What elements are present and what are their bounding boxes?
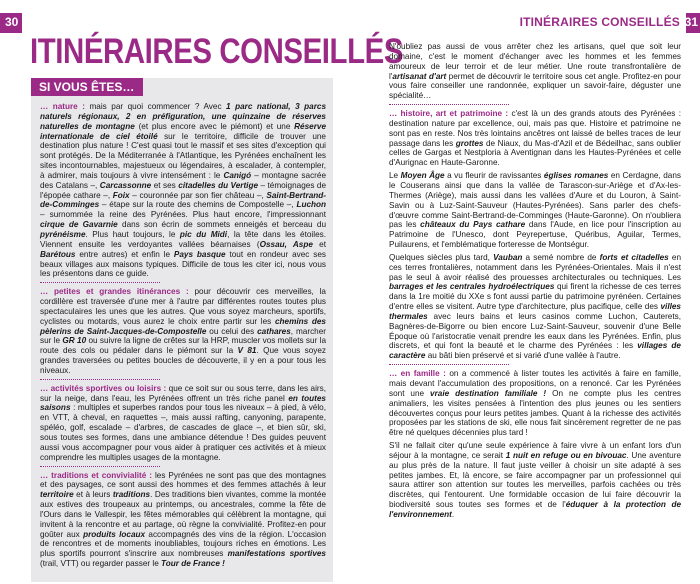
paragraph	[40, 287, 326, 376]
text-run: Tour de France !	[161, 559, 225, 569]
section-divider	[389, 104, 509, 107]
text-run: dans l'Aude, en lice pour l'inscription au Patrimoine de l'Unesco, dont Peyrepertuse, Quéribus, Aguilar, Termes, Puilaurens, et l'emblématique forteresse de Montségur.	[389, 220, 681, 250]
body-text	[389, 42, 681, 523]
text-run: . Que vous soyez grandes traversées ou petites boucles de découverte, il y en a pour tous les niveaux.	[40, 346, 327, 375]
text-run: Foix	[112, 190, 130, 200]
text-run: forts et citadelles	[599, 252, 669, 262]
text-run: et à leurs	[73, 490, 113, 500]
text-run: .	[451, 509, 455, 519]
paragraph	[389, 369, 681, 438]
paragraph	[40, 471, 326, 569]
text-run: qui firent la richesse de ces terres dans la 1re moitié du XXe s font aussi partie du patrimoine pyrénéen. Certaines d'entre elles se visitent. Autre type d'architecture, plus pacifique, celle des	[389, 282, 681, 312]
paragraph	[389, 441, 681, 520]
text-run: artisanat d'art	[392, 71, 447, 81]
text-run: et ses	[151, 180, 179, 190]
box-label: SI VOUS ÊTES…	[31, 78, 143, 96]
text-run: Vauban	[493, 252, 523, 262]
section-divider	[40, 466, 160, 469]
text-run: chemins des pèlerins de Saint-Jacques-de-Compostelle	[40, 316, 326, 336]
page-number: 31	[684, 15, 698, 29]
text-run: Carcassonne	[99, 180, 152, 190]
text-run: – couronnée par son fier château –,	[129, 190, 267, 200]
paragraph	[40, 384, 326, 463]
text-run: (et plus encore avec le piémont) et une	[134, 121, 295, 131]
text-run: pic du Midi	[179, 229, 228, 239]
section-divider	[40, 379, 160, 382]
text-run: cathares	[257, 326, 291, 336]
text-run: territoire	[40, 490, 74, 500]
text-run: Saint-Bertrand-de-Comminges	[40, 190, 326, 210]
section-lead: … petites et grandes itinérances :	[40, 287, 195, 297]
text-run: – étape sur la route des chemins de Compostelle –,	[99, 200, 297, 210]
paragraph	[389, 171, 681, 250]
paragraph	[40, 102, 326, 279]
text-run: on a commencé à lister toutes les activités à faire en famille, mais devant l'accumulation des propositions, on a renoncé. Car les Pyrénées sont une	[389, 369, 681, 398]
text-run: Réserve internationale de ciel étoilé	[40, 121, 327, 141]
text-run: grottes	[455, 138, 484, 148]
text-run: églises romanes	[543, 171, 609, 181]
text-run: dans son écrin de sommets enneigés et berceau du	[117, 220, 326, 230]
text-run: Le	[389, 171, 401, 181]
text-run: villes thermales	[389, 302, 681, 321]
text-run: 1 nuit en refuge ou en bivouac	[505, 450, 627, 460]
text-run: traditions	[112, 490, 151, 500]
sidebar-box	[31, 78, 333, 582]
text-run: GR 10	[62, 336, 87, 346]
text-run: N'oubliez pas aussi de vous arrêter chez les artisans, quel que soit leur domaine, c'est le moment d'échanger avec les hommes et les femmes amoureux de leur terroir et de leur métier. Une route transfrontalière de l'	[389, 42, 681, 81]
text-run: (trail, VTT) ou regarder passer le	[40, 559, 162, 569]
text-run: . Plus haut toujours, le	[85, 229, 180, 239]
section-lead: … histoire, art et patrimoine :	[389, 109, 512, 119]
text-run: V 81	[237, 346, 257, 356]
text-run: . Des traditions bien vivantes, comme la montée aux estives des troupeaux au printemps, ou ancestrales, comme la fête de l'Ours dans le Vallespir, les fêtes mémorables qui célèbrent la montagne, qui invitent à la rencontre et au partage, où règne la convivialité. Profitez-en pour goûter aux	[40, 490, 326, 539]
text-run: On ne compte plus les centres animaliers, les visites pensées à l'intention des plus jeunes ou les sentiers découvertes conçus pour leurs petites jambes. Quant à la richesse des activités proposées par les stations de ski, elle nous fait sincèrement regretter de ne pas être né quelques décennies plus tard !	[389, 388, 681, 438]
text-run: mais par quoi commencer ? Avec	[89, 102, 227, 111]
text-run: villages de caractère	[389, 341, 681, 361]
running-head: ITINÉRAIRES CONSEILLÉS	[519, 15, 680, 29]
text-run: les Pyrénées ne sont pas que des montagnes et des paysages, ce sont aussi des hommes et des femmes attachés à leur	[40, 470, 326, 490]
text-run: . Une aventure au plus près de la nature. Il faut juste veiller à choisir un site adapté à ses petites jambes. Et, là encore, se faire accompagner par un professionnel qui saura attirer son attention sur toutes les merveilles, parfois cachées ou très discrètes, qui l'entourent. Une formidable occasion de lui faire découvrir la biodiversité sous toutes ses formes et de l'	[389, 450, 681, 510]
text-run: en ces terres frontalières, notamment dans les Pyrénées-Orientales. Mais il n'est pas le seul à avoir réalisé des prouesses architecturales ou techniques. Les	[389, 252, 681, 282]
text-run: permet de découvrir le territoire sous cet angle. Profitez-en pour vous faire conseiller une randonnée, expliquer un savoir-faire, déguster une spécialité…	[389, 71, 681, 101]
paragraph	[389, 42, 681, 101]
box-text	[40, 102, 326, 572]
text-run: accompagnés des vins de la région. L'occasion de rencontres et de moments inoubliables, toujours riches en émotions. Les plus sportifs pourront s'inscrire aux nombreuses	[40, 529, 326, 559]
text-run: cirque de Gavarnie	[40, 220, 118, 230]
text-run: Quelques siècles plus tard,	[389, 252, 494, 262]
text-run: a vu fleurir de ravissantes	[444, 171, 544, 181]
text-run: vraie destination familiale !	[430, 388, 547, 398]
text-run: au bâti bien préservé et si varié d'une vallée à l'autre.	[425, 351, 621, 361]
text-run: , marcher sur le	[40, 326, 326, 346]
section-lead: … traditions et convivialité :	[40, 470, 155, 480]
text-run: , la tête dans les étoiles. Viennent ensuite les verdoyantes vallées béarnaises (	[40, 229, 326, 249]
section-lead: … en famille :	[389, 369, 450, 379]
text-run: en Cerdagne, dans le Couserans ainsi que dans la vallée de Tarascon-sur-Ariège et d'Ax-les-Thermes (Ariège), mais aussi dans les vallées d'Aure et du Louron, à Saint-Savin ou à Luz-Saint-Sauveur (Hautes-Pyrénées). Sans parler des chefs-d'œuvre comme Saint-Bertrand-de-Comminges (Haute-Garonne). On n'oubliera pas les	[389, 171, 681, 230]
text-run: citadelles du Vertige	[178, 180, 259, 190]
text-run: ou celui des	[206, 326, 258, 336]
text-run: – montagne sacrée des Catalans –,	[40, 170, 326, 190]
text-run: châteaux du Pays cathare	[420, 220, 526, 230]
text-run: 1 parc national, 3 parcs naturels régionaux, 2 en préfiguration, une quinzaine de réserves naturelles de montagne	[40, 102, 326, 131]
text-run: S'il ne fallait citer qu'une seule expérience à faire vivre à un enfant lors d'un séjour à la montagne, ce serait	[389, 441, 681, 460]
text-run: pour découvrir ces merveilles, la cordillère est traversée d'une mer à l'autre par différentes routes toutes plus spectaculaires les unes que les autres. Que vous soyez marcheurs, sportifs, cyclistes ou motards, vous aurez le choix entre partir sur les	[40, 287, 326, 326]
text-run: Moyen Âge	[400, 171, 445, 181]
text-run: tout en rondeur avec ses beaux villages aux maisons typiques. Difficile de tous les citer ici, nous vous les présentons dans ce guide.	[40, 249, 326, 279]
text-run: et	[312, 239, 327, 249]
section-divider	[389, 364, 509, 367]
text-run: avec leurs bains et leurs casinos comme Luchon, Cauterets, Bagnères-de-Bigorre ou bien encore Luz-Saint-Sauveur, souvenir d'une Belle Époque où l'aristocratie venait prendre les eaux dans les Pyrénées. Enfin, plus discrets, et qui font la beauté et le charme des Pyrénées : les	[389, 311, 681, 351]
text-run: en toutes saisons	[40, 393, 326, 413]
text-run: sur le territoire, difficile de trouver une destination plus nature ! C'est quasi tout le massif et ses sites d'exception qui sont protégés. De la Méditerranée à l'Atlantique, les Pyrénées enchaînent les sites incontournables, majestueux ou légendaires, à escalader, à contempler, à admirer, mais toujours à vivre intensément : le	[40, 131, 326, 180]
text-run: : multiples et superbes randos pour tous les niveaux – à pied, à vélo, en VTT, à cheval, en raquettes –, mais aussi rafting, canyoning, parapente, spéléo, golf, escalade – d'arbres, de cascades de glace –, et bien sûr, ski, sous toutes ses formes, dans une ambiance détendue ! Des guides peuvent aussi vous accompagner pour vous aider à pratiquer ces activités et à mieux comprendre les multiples usages de la montagne.	[40, 403, 326, 462]
text-run: manifestations sportives	[227, 549, 326, 559]
text-run: entre autres) et enfin le	[75, 249, 174, 259]
text-run: éduquer à la protection de l'environnement	[389, 500, 681, 519]
text-run: a semé nombre de	[522, 252, 600, 262]
text-run: de Niaux, du Mas-d'Azil et de Bédeilhac, sans oublier celles de Gargas et Nestploria à Aventignan dans les Hautes-Pyrénées et celle d'Aurignac en Haute-Garonne.	[389, 138, 681, 168]
section-divider	[40, 282, 160, 285]
text-run: Pays basque	[173, 249, 226, 259]
page-title: ITINÉRAIRES CONSEILLÉS	[30, 32, 404, 71]
text-run: Canigó	[223, 170, 252, 180]
text-run: pyrénéisme	[40, 229, 86, 239]
text-run: ou suivre la ligne de crêtes sur la HRP, muscler vos mollets sur la route des cols ou pédaler dans le piémont sur la	[40, 336, 327, 356]
paragraph	[389, 109, 681, 168]
page-number: 30	[5, 15, 19, 29]
text-run: Barétous	[40, 249, 76, 259]
text-run: barrages et les centrales hydroélectriques	[389, 282, 555, 292]
text-run: Luchon	[296, 200, 326, 210]
paragraph	[389, 253, 681, 361]
section-lead: … activités sportives ou loisirs :	[40, 383, 169, 393]
text-run: – témoignages de l'épopée cathare –,	[40, 180, 327, 200]
section-lead: … nature :	[40, 102, 90, 111]
text-run: Ossau, Aspe	[259, 239, 313, 249]
text-run: c'est là un des grands atouts des Pyrénées : destination nature par excellence, oui, mais pas que. Histoire et patrimoine ne sont pas en reste. Nos très lointains ancêtres ont laissé de belles traces de leur passage dans les	[389, 109, 681, 148]
text-run: produits locaux	[83, 529, 146, 539]
text-run: – surnommée la reine des Pyrénées. Plus haut encore, l'impressionnant	[40, 210, 326, 220]
text-run: que ce soit sur ou sous terre, dans les airs, sur la neige, dans l'eau, les Pyrénées offrent un très riche panel	[40, 383, 326, 403]
right-page	[350, 0, 700, 584]
